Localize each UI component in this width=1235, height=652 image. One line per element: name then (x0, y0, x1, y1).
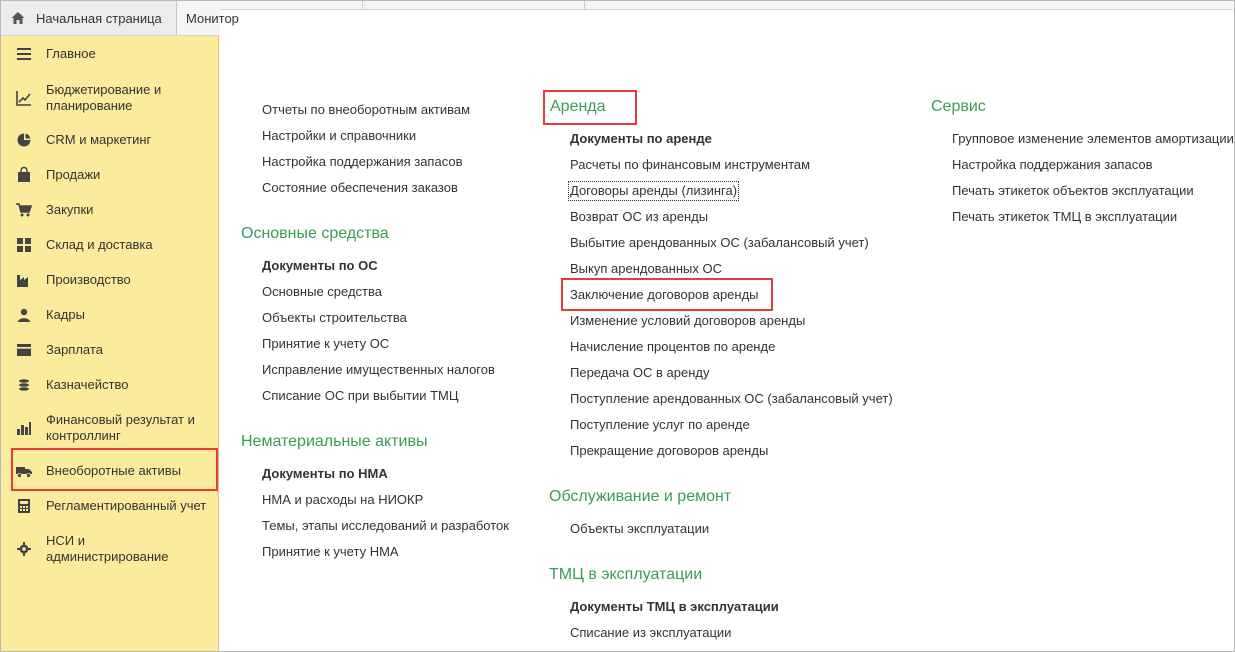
sidebar-item-hr[interactable] (1, 307, 218, 323)
link-leased-os-buyout[interactable]: Выкуп арендованных ОС (570, 261, 722, 276)
sidebar-item-sales[interactable] (1, 167, 218, 183)
tab-home[interactable] (1, 1, 177, 35)
highlight-box-lease-conclusion (561, 278, 773, 311)
link-construction-objects[interactable]: Объекты строительства (262, 310, 407, 325)
warehouse-icon (16, 237, 32, 253)
tab-monitor[interactable] (177, 1, 239, 35)
link-print-object-labels[interactable]: Печать этикеток объектов эксплуатации (952, 183, 1194, 198)
sidebar-item-budgeting[interactable] (1, 82, 218, 114)
link-os-acceptance[interactable]: Принятие к учету ОС (262, 336, 390, 351)
link-leased-os-receipt[interactable]: Поступление арендованных ОС (забалансовый учет) (570, 391, 893, 406)
link-property-tax-correction[interactable]: Исправление имущественных налогов (262, 362, 495, 377)
link-os-documents[interactable]: Документы по ОС (262, 258, 378, 273)
sidebar-item-admin[interactable] (1, 533, 218, 565)
link-os-writeoff[interactable]: Списание ОС при выбытии ТМЦ (262, 388, 459, 403)
shopping-bag-icon (16, 167, 32, 183)
link-stock-maintenance[interactable]: Настройка поддержания запасов (262, 154, 463, 169)
section-title-service: Сервис (931, 98, 986, 115)
link-nma-rnd[interactable]: НМА и расходы на НИОКР (262, 492, 424, 507)
chart-growth-icon (16, 90, 32, 106)
sidebar-item-warehouse[interactable] (1, 237, 218, 253)
sidebar-item-label: Финансовый результат и контроллинг (46, 412, 195, 443)
tab-home-label: Начальная страница (36, 10, 162, 26)
link-tmc-documents[interactable]: Документы ТМЦ в эксплуатации (570, 599, 779, 614)
section-title-fixed-assets: Основные средства (241, 225, 389, 242)
link-fixed-assets-reports[interactable]: Отчеты по внеоборотным активам (262, 102, 471, 117)
calculator-icon (16, 498, 32, 514)
main-content (220, 10, 1233, 650)
sidebar-item-label: Закупки (46, 202, 94, 217)
sidebar-item-label: Бюджетирование и планирование (46, 82, 162, 113)
section-title-intangibles: Нематериальные активы (241, 433, 428, 450)
sidebar-item-label: НСИ и администрирование (46, 533, 169, 564)
sidebar-item-label: Продажи (46, 167, 101, 182)
link-leased-os-disposal[interactable]: Выбытие арендованных ОС (забалансовый учет) (570, 235, 869, 250)
link-lease-interest[interactable]: Начисление процентов по аренде (570, 339, 776, 354)
sidebar-item-salary[interactable] (1, 342, 218, 358)
link-group-amortization-change[interactable]: Групповое изменение элементов амортизации (952, 131, 1234, 146)
home-icon (10, 10, 26, 26)
sidebar-item-production[interactable] (1, 272, 218, 288)
link-financial-instruments[interactable]: Расчеты по финансовым инструментам (570, 157, 811, 172)
link-lease-conclusion[interactable]: Заключение договоров аренды (570, 287, 759, 302)
link-settings-directories[interactable]: Настройки и справочники (262, 128, 417, 143)
sidebar-item-purchases[interactable] (1, 202, 218, 218)
link-lease-termination[interactable]: Прекращение договоров аренды (570, 443, 769, 458)
link-research-topics[interactable]: Темы, этапы исследований и разработок (262, 518, 509, 533)
wallet-icon (16, 342, 32, 358)
sidebar-item-label: Главное (46, 46, 96, 61)
bar-chart-icon (16, 420, 32, 436)
link-nma-acceptance[interactable]: Принятие к учету НМА (262, 544, 399, 559)
sidebar-item-regulated[interactable] (1, 498, 218, 514)
factory-icon (16, 272, 32, 288)
person-icon (16, 307, 32, 323)
sidebar-item-label: Склад и доставка (46, 237, 153, 252)
section-title-service-repair: Обслуживание и ремонт (549, 488, 732, 505)
sidebar-item-label: Казначейство (46, 377, 129, 392)
link-lease-services-receipt[interactable]: Поступление услуг по аренде (570, 417, 750, 432)
sidebar-item-main[interactable] (1, 46, 218, 62)
link-lease-terms-change[interactable]: Изменение условий договоров аренды (570, 313, 806, 328)
section-title-rent: Аренда (550, 98, 606, 115)
link-rent-documents[interactable]: Документы по аренде (570, 131, 712, 146)
sidebar-item-label: Регламентированный учет (46, 498, 207, 513)
pie-chart-icon (16, 132, 32, 148)
highlight-box-fixed-assets (11, 448, 218, 491)
link-nma-documents[interactable]: Документы по НМА (262, 466, 388, 481)
sidebar-item-treasury[interactable] (1, 377, 218, 393)
link-service-stock-maintenance[interactable]: Настройка поддержания запасов (952, 157, 1153, 172)
sidebar-item-label: Кадры (46, 307, 85, 322)
sidebar-item-label: Производство (46, 272, 131, 287)
highlight-box-rent (543, 90, 637, 125)
section-title-tmc: ТМЦ в эксплуатации (549, 566, 703, 583)
link-print-tmc-labels[interactable]: Печать этикеток ТМЦ в эксплуатации (952, 209, 1178, 224)
gear-icon (16, 541, 32, 557)
sidebar (1, 36, 219, 651)
link-lease-contracts[interactable]: Договоры аренды (лизинга) (570, 183, 738, 198)
cart-icon (16, 202, 32, 218)
coins-icon (16, 377, 32, 393)
sidebar-item-label: CRM и маркетинг (46, 132, 152, 147)
menu-icon (16, 46, 32, 62)
sidebar-item-label: Внеоборотные активы (46, 463, 182, 478)
sidebar-item-finresult[interactable] (1, 412, 218, 444)
link-os-lease-transfer[interactable]: Передача ОС в аренду (570, 365, 710, 380)
tab-bar (1, 1, 239, 36)
sidebar-item-label: Зарплата (46, 342, 103, 357)
link-order-supply-status[interactable]: Состояние обеспечения заказов (262, 180, 458, 195)
top-strip (220, 1, 1233, 10)
link-os-list[interactable]: Основные средства (262, 284, 382, 299)
sidebar-item-crm[interactable] (1, 132, 218, 148)
link-operation-objects[interactable]: Объекты эксплуатации (570, 521, 710, 536)
link-os-return[interactable]: Возврат ОС из аренды (570, 209, 709, 224)
link-tmc-writeoff[interactable]: Списание из эксплуатации (570, 625, 732, 640)
tab-monitor-label: Монитор (186, 10, 239, 26)
